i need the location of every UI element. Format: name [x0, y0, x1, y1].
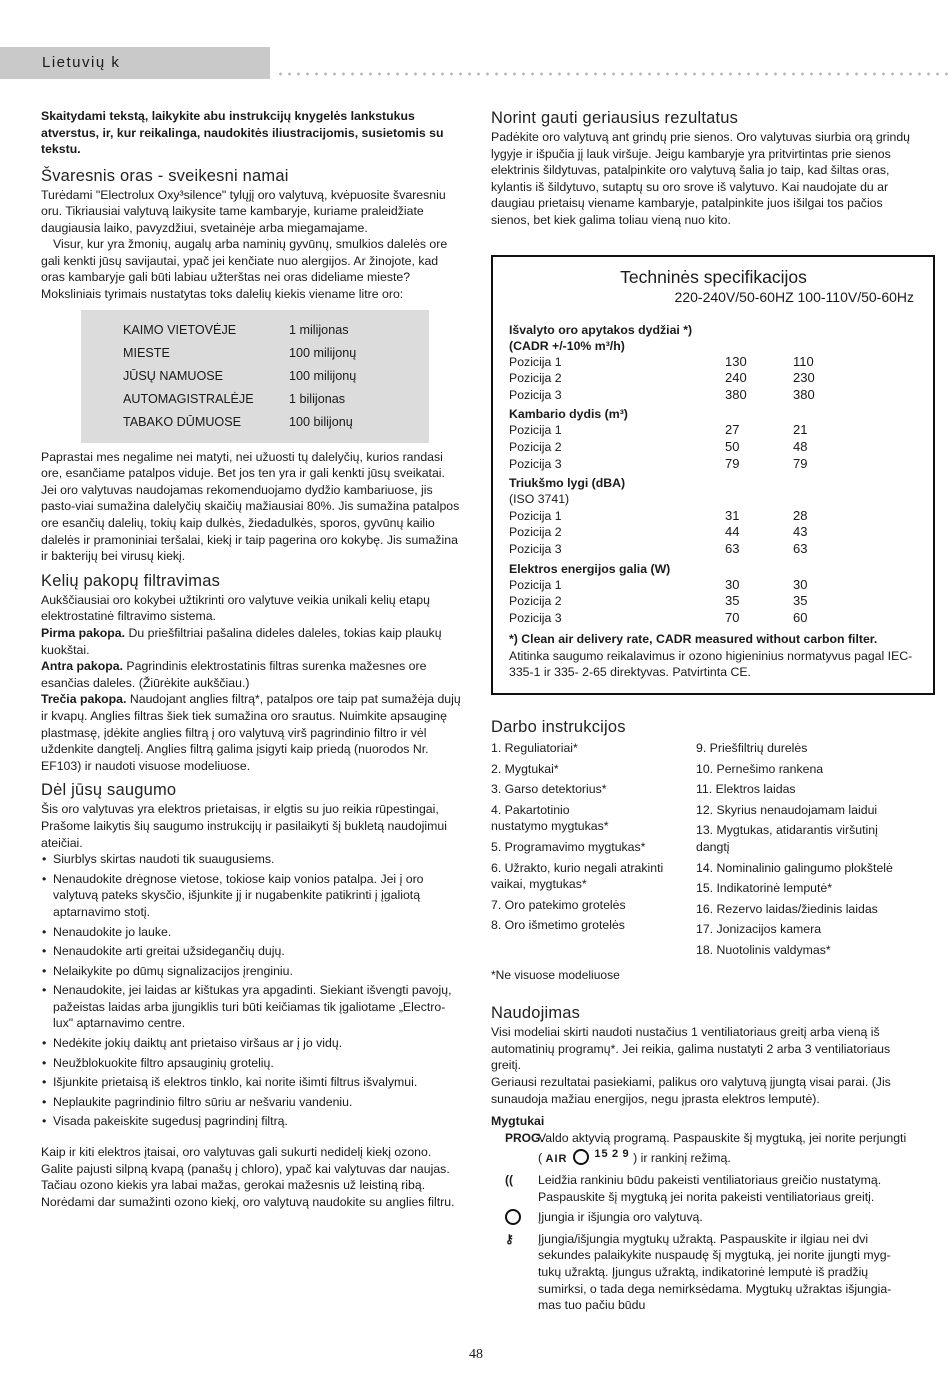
list-item: 15. Indikatorinė lemputė* — [696, 881, 833, 896]
spec-value: 30 — [793, 576, 808, 592]
spec-value: 50 — [725, 438, 740, 454]
spec-label: Pozicija 1 — [509, 354, 562, 369]
parts-note: *Ne visuose modeliuose — [491, 967, 620, 982]
table-row — [123, 319, 429, 342]
list-item: 8. Oro išmetimo grotelės — [491, 918, 625, 933]
spec-label: (ISO 3741) — [509, 492, 570, 507]
spec-row — [509, 610, 918, 627]
right-column — [491, 108, 912, 1318]
spec-value: 230 — [793, 370, 815, 386]
spec-group-head: Išvalyto oro apytakos dydžiai *) (CADR +/-10% m³/h) — [509, 322, 693, 353]
amount-cell: 1 milijonas — [289, 322, 349, 337]
list-item: 1. Reguliatoriai* — [491, 741, 578, 756]
spec-label: Pozicija 2 — [509, 371, 562, 386]
power-icon — [491, 1209, 538, 1227]
place-cell: KAIMO VIETOVĖJE — [123, 322, 237, 337]
list-item: 9. Priešfiltrių durelės — [696, 741, 808, 756]
list-item: 11. Elektros laidas — [696, 782, 796, 797]
spec-value: 31 — [725, 507, 740, 523]
spec-value: 21 — [793, 422, 808, 438]
stage-label: Trečia pakopa. — [41, 692, 127, 707]
spec-label: Pozicija 2 — [509, 594, 562, 609]
spec-value: 43 — [793, 524, 808, 540]
spec-row — [509, 541, 918, 558]
list-item: • Išjunkite prietaisą iš elektros tinklo, kai norite išimti filtrus išvalymui. — [41, 1074, 461, 1091]
spec-value: 30 — [725, 576, 740, 592]
button-desc-lock — [491, 1231, 912, 1314]
list-item: 14. Nominalinio galingumo plokštelė — [696, 860, 893, 875]
spec-value: 35 — [725, 593, 740, 609]
spec-value: 63 — [793, 540, 808, 556]
spec-label: Pozicija 3 — [509, 456, 562, 471]
amount-cell: 1 bilijonas — [289, 391, 346, 406]
dotted-rule — [276, 72, 952, 76]
safety-list — [41, 851, 461, 1130]
spec-value: 110 — [793, 353, 814, 369]
language-tab — [0, 47, 270, 79]
list-item: • Nenaudokite jo lauke. — [41, 924, 461, 941]
list-item: 10. Pernešimo rankena — [696, 761, 824, 776]
amount-cell: 100 milijonų — [289, 368, 357, 383]
paragraph: Paprastai mes negalime nei matyti, nei užuosti tų dalelyčių, kurios randasi ore, esančiame patalpos viduje. Bet jos ten yra ir gali kenkti jūsų sveikatai. Jei oro valytuvas naudojamas rekomenduojamo dydžio kambariuose, jis pasto-viai sumažina dalelyčių skaičių mažiausiai 80%. Jis sumažina patalpos ore esančių dalelių, tokių kaip dulkės, žiedadulkės, sporos, gyvūnų kailio dalelės ir pramoniniai teršalai, kiekį ir taip pagerina oro kokybę. Jis sumažina ir bakterijų bei virusų kiekį. — [41, 449, 460, 564]
paragraph: Aukščiausiai oro kokybei užtikrinti oro valytuve veikia unikali kelių etapų elektrostatinė filtravimo sistema. — [41, 592, 430, 624]
stage-3 — [41, 691, 461, 774]
spec-label: Pozicija 1 — [509, 577, 562, 592]
spec-row — [509, 439, 918, 456]
button-desc-text — [538, 1130, 912, 1168]
paragraph: Visur, kur yra žmonių, augalų arba naminių gyvūnų, smulkios dalelės ore gali kenkti jūsų savijautai, ypač jei kenčiate nuo alergijos. Ar žinojote, kad oras kambaryje gali būti labiau užterštas nei oras dideliame mieste? Moksliniais tyrimais nustatytas toks dalelių kiekis viename litre oro: — [41, 237, 448, 302]
spec-label: Pozicija 2 — [509, 525, 562, 540]
spec-label: Pozicija 3 — [509, 610, 562, 625]
spec-value: 60 — [793, 609, 808, 625]
list-item: • Nelaikykite po dūmų signalizacijos įrenginiu. — [41, 963, 461, 980]
table-row — [123, 411, 429, 434]
prog-icon: PROG. — [505, 1130, 544, 1145]
spec-value: 70 — [725, 609, 740, 625]
spec-value: 380 — [725, 386, 747, 402]
spec-group-head: Kambario dydis (m³) — [509, 407, 628, 422]
list-item: 16. Rezervo laidas/žiedinis laidas — [696, 901, 878, 916]
button-desc-prog — [491, 1130, 912, 1168]
list-item: • Siurblys skirtas naudoti tik suaugusiems. — [41, 851, 461, 868]
clock-icon — [573, 1149, 589, 1165]
stage-text: Du priešfiltriai pašalina dideles daleles, tokias kaip plaukų kuokštai. — [41, 626, 442, 657]
heading-buttons: Mygtukai — [491, 1114, 545, 1129]
list-item: 12. Skyrius nenaudojamam laidui — [696, 802, 878, 817]
list-item: 3. Garso detektorius* — [491, 782, 607, 797]
paragraph: Šis oro valytuvas yra elektros prietaisas, ir elgtis su juo reikia rūpestingai, Prašome laikytis šių saugumo instrukcijų ir pasilaikyti šį bukletą naudojimui ateičiai. — [41, 802, 447, 850]
desc-part: Valdo aktyvią programą. Paspauskite šį mygtuką, jei norite perjungti ( — [538, 1130, 907, 1166]
list-item: • Visada pakeiskite sugedusį pagrindinį filtrą. — [41, 1113, 461, 1130]
list-item: 7. Oro patekimo grotelės — [491, 897, 626, 912]
place-cell: MIESTE — [123, 345, 170, 360]
spec-footnote: *) Clean air delivery rate, CADR measured without carbon filter. — [509, 632, 878, 647]
paragraph: Kaip ir kiti elektros įtaisai, oro valytuvas gali sukurti nedidelį kiekį ozono. Galite pajusti silpną kvapą (panašų į chloro), ypač kai valytuvas dar naujas. Tačiau ozono kiekis yra labai mažas, gerokai mažesnis už leistiną ribą. Norėdami dar sumažinti ozono kiekį, oro valytuvą naudokite su anglies filtru. — [41, 1145, 455, 1209]
list-item: • Nenaudokite, jei laidas ar kištukas yra apgadinti. Siekiant išvengti pavojų, pažeistas laidas arba įjungiklis turi būti keičiamas tik įgaliotame „Electro-lux" aptarnavimo centre. — [41, 982, 461, 1032]
left-column — [41, 108, 461, 1210]
parts-list — [491, 740, 912, 963]
stage-1 — [41, 625, 461, 658]
spec-value: 79 — [793, 455, 808, 471]
list-item: • Neužblokuokite filtro apsauginių grotelių. — [41, 1055, 461, 1072]
button-desc-text: Leidžia rankiniu būdu pakeisti ventiliatoriaus greičio nustatymą. Paspauskite šį mygtuką jei norita pakeisti ventiliatoriaus greitį. — [538, 1173, 882, 1204]
language-label: Lietuvių k — [42, 54, 121, 71]
timer-2-icon: 2 — [612, 1148, 620, 1161]
spec-label: Pozicija 3 — [509, 387, 562, 402]
stage-text: Naudojant anglies filtrą*, patalpos ore taip pat sumažėja dujų ir kvapų. Anglies filtras šiek tiek sumažina oro srautus. Nuimkite apsauginę plastmasę, įdėkite anglies filtrą į oro valytuvą virš pagrindinio filtro ir vėl uždenkite dangtelį. Anglies filtrą galima įsigyti kaip priedą (nuorodos Nr. EF103) ir naudoti visuose modeliuose. — [41, 692, 461, 773]
spec-value: 63 — [725, 540, 740, 556]
spec-row — [509, 387, 918, 404]
spec-sub — [509, 491, 918, 508]
key-icon: ⚷ — [505, 1231, 514, 1246]
spec-row — [509, 593, 918, 610]
stage-text: Pagrindinis elektrostatinis filtras surenka mažesnes ore esančias daleles. (Žiūrėkite aukščiau.) — [41, 659, 427, 690]
spec-value: 79 — [725, 455, 740, 471]
spec-row — [509, 508, 918, 525]
place-cell: AUTOMAGISTRALĖJE — [123, 391, 254, 406]
spec-row — [509, 370, 918, 387]
heading-instructions: Darbo instrukcijos — [491, 718, 626, 737]
timer-15-icon: 15 — [594, 1148, 609, 1161]
desc-part: ) ir rankinį režimą. — [633, 1151, 731, 1166]
list-item: • Nedėkite jokių daiktų ant prietaiso viršaus ar į jo vidų. — [41, 1035, 461, 1052]
list-item: 2. Mygtukai* — [491, 761, 559, 776]
paragraph: Padėkite oro valytuvą ant grindų prie sienos. Oro valytuvas siurbia orą grindų lygyje ir išpučia jį lauk viršuje. Jeigu kambaryje yra pritvirtintas prie sienos elektrinis šildytuvas, patalpinkite oro valytuvą šalia jo taip, kad šiltas oras, kylantis iš šildytuvo, sutaptų su oro srove iš valytuvo. Kai naudojate du ar daugiau prietaisų viename kambaryje, patalpinkite juos išilgai tos pačios sienos, bet kiek galima toliau vieną nuo kito. — [491, 130, 911, 227]
spec-row — [509, 354, 918, 371]
spec-label: Pozicija 1 — [509, 423, 562, 438]
spec-value: 380 — [793, 386, 815, 402]
button-desc-text: Įjungia/išjungia mygtukų užraktą. Paspauskite ir ilgiau nei dvi sekundes palaikykite nuspaudę šį mygtuką, jei norite įjungti myg-tukų užraktą. Įjungus užraktą, indikatorinė lemputė iš pradžių sumirksi, o tada dega nemirksėdama. Mygtukų užraktas išjungia-mas tuo pačiu būdu — [538, 1231, 892, 1313]
list-item: 13. Mygtukas, atidarantis viršutinį dangtį — [696, 823, 878, 855]
button-desc-fan — [491, 1172, 912, 1205]
page-number: 48 — [469, 1347, 483, 1362]
heading-usage: Naudojimas — [491, 1004, 581, 1023]
spec-label: Pozicija 2 — [509, 439, 562, 454]
spec-row — [509, 577, 918, 594]
spec-value: 48 — [793, 438, 808, 454]
paragraph: Turėdami "Electrolux Oxy³silence" tylųjį oro valytuvą, kvėpuosite švaresniu oru. Tikriausiai valytuvą laikysite tame kambaryje, kuriame praleidžiate daugiausia laiko, pavyzdžiui, svetainėje arba miegamajame. — [41, 187, 446, 235]
spec-row — [509, 422, 918, 439]
spec-label: Pozicija 1 — [509, 508, 562, 523]
intro-text: Skaitydami tekstą, laikykite abu instrukcijų knygelės lankstukus atverstus, ir, kur reikalinga, naudokitės iliustracijomis, susietomis su tekstu. — [41, 109, 444, 156]
stage-label: Pirma pakopa. — [41, 626, 126, 640]
paragraph: Geriausi rezultatai pasiekiami, palikus oro valytuvą įjungtą visai parai. (Jis sunaudoja mažiau energijos, negu įprasta elektros lemputė). — [491, 1074, 891, 1106]
table-row — [123, 365, 429, 388]
table-row — [123, 342, 429, 365]
fan-speed-icon: (( — [505, 1173, 513, 1188]
spec-label: Pozicija 3 — [509, 541, 562, 556]
list-item: • Nenaudokite arti greitai užsidegančių dujų. — [41, 943, 461, 960]
heading-cleaner-air: Švaresnis oras - sveikesni namai — [41, 166, 289, 185]
stage-2 — [41, 658, 461, 691]
spec-value: 240 — [725, 370, 747, 386]
spec-box — [491, 255, 935, 696]
timer-9-icon: 9 — [622, 1148, 630, 1161]
list-item: • Neplaukite pagrindinio filtro sūriu ar nešvariu vandeniu. — [41, 1094, 461, 1111]
spec-value: 28 — [793, 507, 808, 523]
spec-value: 130 — [725, 353, 747, 369]
table-row — [123, 388, 429, 411]
place-cell: JŪSŲ NAMUOSE — [123, 368, 224, 383]
spec-group-head: Elektros energijos galia (W) — [509, 561, 671, 576]
particle-table — [81, 310, 429, 443]
amount-cell: 100 milijonų — [289, 345, 357, 360]
spec-compliance: Atitinka saugumo reikalavimus ir ozono higieninius normatyvus pagal IEC-335-1 ir 335- 2-65 direktyvas. Patvirtinta CE. — [509, 648, 913, 680]
heading-safety: Dėl jūsų saugumo — [41, 781, 177, 800]
spec-title: Techninės specifikacijos — [620, 266, 807, 287]
button-desc-power — [491, 1209, 912, 1227]
list-item: 17. Jonizacijos kamera — [696, 922, 822, 937]
air-icon: AIR — [545, 1153, 568, 1166]
list-item: 5. Programavimo mygtukas* — [491, 840, 646, 855]
spec-row — [509, 456, 918, 473]
list-item: 18. Nuotolinis valdymas* — [696, 943, 831, 957]
spec-value: 35 — [793, 593, 808, 609]
spec-value: 44 — [725, 524, 740, 540]
heading-best-results: Norint gauti geriausius rezultatus — [491, 109, 739, 127]
spec-voltage: 220-240V/50-60HZ 100-110V/50-60Hz — [674, 288, 914, 305]
spec-row — [509, 524, 918, 541]
list-item: • Nenaudokite drėgnose vietose, tokiose kaip vonios patalpa. Jei į oro valytuvą pateks skysčio, išjunkite jį ir nugabenkite patikrinti į įgaliotą aptarnavimo stotį. — [41, 871, 461, 921]
stage-label: Antra pakopa. — [41, 659, 123, 674]
amount-cell: 100 bilijonų — [289, 414, 353, 429]
list-item: 4. Pakartotinio nustatymo mygtukas* — [491, 802, 609, 834]
button-desc-text: Įjungia ir išjungia oro valytuvą. — [538, 1210, 703, 1225]
spec-group-head: Triukšmo lygi (dBA) — [509, 476, 626, 491]
place-cell: TABAKO DŪMUOSE — [123, 414, 242, 429]
paragraph: Visi modeliai skirti naudoti nustačius 1 ventiliatoriaus greitį arba vieną iš automatinių programų*. Jei reikia, galima nustatyti 2 arba 3 ventiliatoriaus greitį. — [491, 1025, 891, 1073]
spec-value: 27 — [725, 422, 740, 438]
heading-filtration: Kelių pakopų filtravimas — [41, 571, 221, 590]
list-item: 6. Užrakto, kurio negali atrakinti vaikai, mygtukas* — [491, 860, 664, 892]
